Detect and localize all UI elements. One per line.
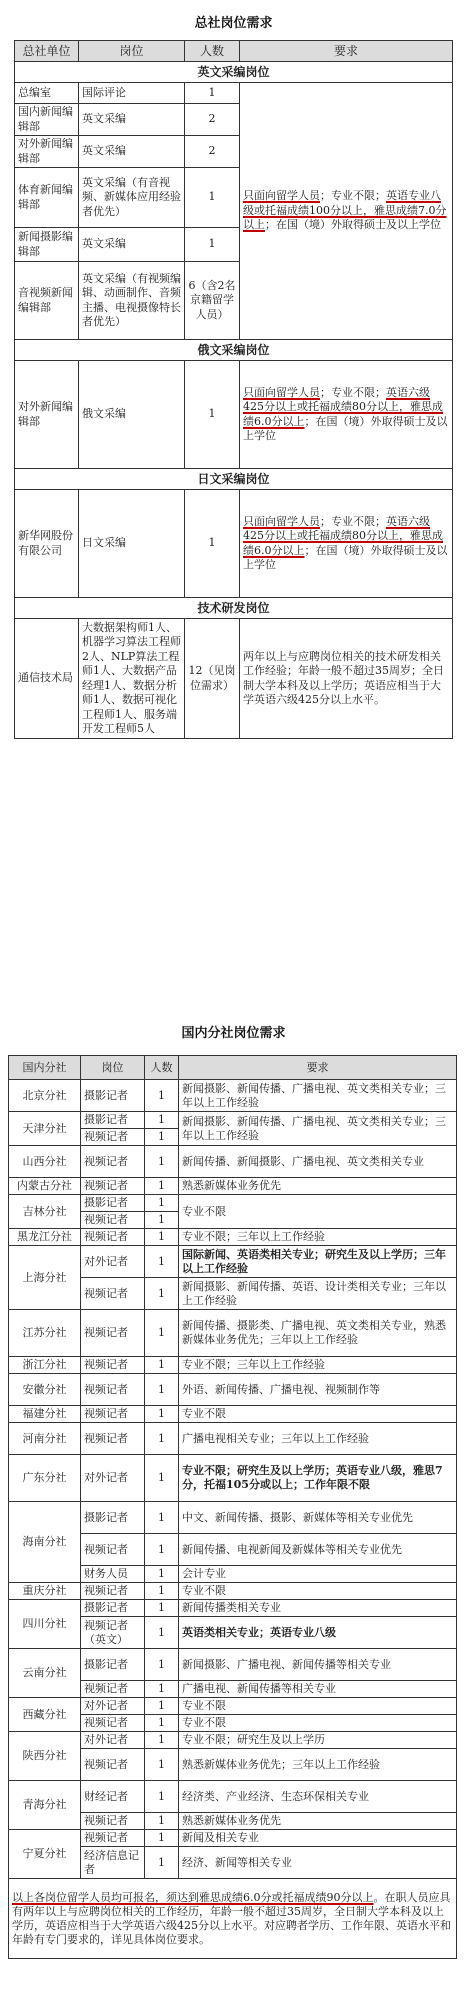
unit-cell: 音视频新闻编辑部: [15, 262, 79, 340]
table-header-row: [9, 1056, 457, 1080]
table-row: [9, 1502, 457, 1534]
post-cell: 视频记者: [81, 1534, 145, 1566]
header-req: 要求: [240, 41, 453, 62]
table-row: [9, 1112, 457, 1129]
header-post: 岗位: [81, 1056, 145, 1080]
section2-title: 国内分社岗位需求: [181, 1026, 286, 1041]
num-cell: 1: [145, 1534, 179, 1566]
post-cell: 对外记者: [81, 1455, 145, 1502]
header-post: 岗位: [79, 41, 185, 62]
req-cell: 英语类相关专业；英语专业八级: [179, 1617, 457, 1649]
group-english: 英文采编岗位: [15, 62, 453, 83]
post-cell: 摄影记者: [81, 1600, 145, 1617]
post-cell: 日文采编: [79, 490, 185, 598]
branch-cell: 吉林分社: [9, 1195, 81, 1229]
branch-cell: 云南分社: [9, 1649, 81, 1698]
table-row: [9, 1732, 457, 1749]
post-cell: 视频记者: [81, 1681, 145, 1698]
table-row: [9, 1229, 457, 1246]
russian-requirement: [240, 361, 453, 469]
num-cell: 1: [145, 1423, 179, 1455]
table-row: [9, 1178, 457, 1195]
req-cell: 专业不限；三年以上工作经验: [179, 1229, 457, 1246]
table-row: [15, 490, 453, 598]
unit-cell: 体育新闻编辑部: [15, 168, 79, 228]
branch-cell: 江苏分社: [9, 1310, 81, 1357]
req-text: ；在国（境）外取得硕士及以上学位: [243, 414, 448, 442]
req-cell: 熟悉新媒体业务优先；三年以上工作经验: [179, 1749, 457, 1781]
num-cell: 1: [145, 1649, 179, 1681]
post-cell: 视频记者: [81, 1749, 145, 1781]
table-row: [9, 1374, 457, 1406]
num-cell: 1: [145, 1830, 179, 1847]
num-cell: 1: [145, 1357, 179, 1374]
post-cell: 国际评论: [79, 83, 185, 104]
group-japanese: 日文采编岗位: [15, 469, 453, 490]
num-cell: 1: [185, 168, 240, 228]
branch-cell: 西藏分社: [9, 1698, 81, 1732]
table-row: [15, 619, 453, 739]
table-row: [9, 1455, 457, 1502]
req-cell: 新闻摄影、新闻传播、英语、设计类相关专业；三年以上工作经验: [179, 1278, 457, 1310]
req-cell: 新闻摄影、广播电视、新闻传播等相关专业: [179, 1649, 457, 1681]
branch-cell: 安徽分社: [9, 1374, 81, 1406]
post-cell: 视频记者: [81, 1129, 145, 1146]
post-cell: 视频记者: [81, 1278, 145, 1310]
num-cell: 1: [145, 1246, 179, 1278]
footnote: [9, 1879, 457, 1959]
table-row: [15, 361, 453, 469]
footnote-text: 。在职人员应具有两年以上与应聘岗位相关的工作经历，年龄一般不超过35周岁，全日制大学本科及以上学历，英语应相当于大学英语六级425分以上水平。对应聘者学历、工作年限、英语水平和年龄有专门要求的，详见具体岗位要求。: [12, 1890, 451, 1946]
num-cell: 2: [185, 136, 240, 168]
group-tech: 技术研发岗位: [15, 598, 453, 619]
english-score-highlight: 英语专业八级或托福成绩100分以上，雅思成绩7.0分以上: [243, 189, 447, 232]
japanese-requirement: [240, 490, 453, 598]
only-overseas-highlight: 只面向留学人员: [243, 189, 320, 203]
post-cell: 摄影记者: [81, 1112, 145, 1129]
req-cell: 新闻摄影、新闻传播、广播电视、英文类相关专业；三年以上工作经验: [179, 1080, 457, 1112]
num-cell: 1: [185, 361, 240, 469]
num-cell: 1: [145, 1617, 179, 1649]
req-cell: 专业不限: [179, 1583, 457, 1600]
post-cell: 对外记者: [81, 1698, 145, 1715]
table-row: [9, 1246, 457, 1278]
post-cell: 摄影记者: [81, 1195, 145, 1212]
num-cell: 1: [145, 1715, 179, 1732]
req-cell: 专业不限: [179, 1406, 457, 1423]
table-row: [9, 1310, 457, 1357]
num-cell: 6（含2名京籍留学人员）: [185, 262, 240, 340]
post-cell: 视频记者: [81, 1715, 145, 1732]
header-req: 要求: [179, 1056, 457, 1080]
num-cell: 1: [145, 1278, 179, 1310]
num-cell: 1: [145, 1080, 179, 1112]
req-cell: 经济类、产业经济、生态环保相关专业: [179, 1781, 457, 1813]
num-cell: 12（见岗位需求）: [185, 619, 240, 739]
post-cell: 摄影记者: [81, 1649, 145, 1681]
post-cell: 英文采编（有视频编辑、动画制作、音频主播、电视摄像特长者优先）: [79, 262, 185, 340]
num-cell: 1: [145, 1112, 179, 1129]
branch-cell: 海南分社: [9, 1502, 81, 1583]
table-row: [9, 1879, 457, 1959]
req-cell: 中文、新闻传播、摄影、新媒体等相关专业优先: [179, 1502, 457, 1534]
english-requirement: [240, 83, 453, 340]
req-cell: 新闻传播类相关专业: [179, 1600, 457, 1617]
table-row: [9, 1146, 457, 1178]
req-text: ；专业不限；: [320, 514, 386, 528]
num-cell: 1: [145, 1406, 179, 1423]
branch-cell: 青海分社: [9, 1781, 81, 1830]
post-cell: 视频记者: [81, 1374, 145, 1406]
unit-cell: 对外新闻编辑部: [15, 361, 79, 469]
post-cell: 财务人员: [81, 1566, 145, 1583]
num-cell: 1: [185, 83, 240, 104]
req-cell: 新闻传播、摄影类、广播电视、英文类相关专业，熟悉新媒体业务优先；三年以上工作经验: [179, 1310, 457, 1357]
num-cell: 1: [145, 1583, 179, 1600]
branch-cell: 北京分社: [9, 1080, 81, 1112]
req-text: ；在国（境）外取得硕士及以上学位: [265, 218, 441, 232]
num-cell: 1: [145, 1600, 179, 1617]
post-cell: 视频记者: [81, 1583, 145, 1600]
table-row: [9, 1406, 457, 1423]
post-cell: 视频记者: [81, 1212, 145, 1229]
table-row: [9, 1195, 457, 1212]
req-cell: 熟悉新媒体业务优先: [179, 1178, 457, 1195]
req-text: ；专业不限；: [320, 385, 386, 399]
table-row: [9, 1781, 457, 1813]
header-branch: 国内分社: [9, 1056, 81, 1080]
num-cell: 1: [145, 1732, 179, 1749]
table-row: [9, 1830, 457, 1847]
num-cell: 1: [145, 1847, 179, 1879]
table-row: [9, 1423, 457, 1455]
branch-cell: 山西分社: [9, 1146, 81, 1178]
table-row: [9, 1698, 457, 1715]
post-cell: 英文采编（有音视频、新媒体应用经验者优先）: [79, 168, 185, 228]
section1-title: 总社岗位需求: [194, 16, 273, 31]
req-cell: 国际新闻、英语类相关专业；研究生及以上学历；三年以上工作经验: [179, 1246, 457, 1278]
post-cell: 经济信息记者: [81, 1847, 145, 1879]
headquarters-table: [14, 40, 453, 739]
num-cell: 1: [145, 1681, 179, 1698]
post-cell: 视频记者: [81, 1406, 145, 1423]
branch-cell: 福建分社: [9, 1406, 81, 1423]
post-cell: 视频记者: [81, 1310, 145, 1357]
post-cell: 英文采编: [79, 136, 185, 168]
num-cell: 1: [145, 1374, 179, 1406]
english-score-highlight: 英语六级425分以上或托福成绩80分以上，雅思成绩6.0分以上: [243, 514, 443, 557]
req-cell: 新闻传播、新闻摄影、广播电视、英文类相关专业: [179, 1146, 457, 1178]
unit-cell: 对外新闻编辑部: [15, 136, 79, 168]
req-cell: 经济、新闻等相关专业: [179, 1847, 457, 1879]
num-cell: 2: [185, 104, 240, 136]
req-cell: 专业不限；研究生及以上学历: [179, 1732, 457, 1749]
header-num: 人数: [145, 1056, 179, 1080]
table-row: [9, 1080, 457, 1112]
branch-cell: 广东分社: [9, 1455, 81, 1502]
num-cell: 1: [145, 1212, 179, 1229]
num-cell: 1: [145, 1813, 179, 1830]
footnote-lead-highlight: 以上各岗位留学人员均可报名，: [12, 1890, 166, 1904]
post-cell: 视频记者: [81, 1813, 145, 1830]
only-overseas-highlight: 只面向留学人员: [243, 385, 320, 399]
unit-cell: 新华网股份有限公司: [15, 490, 79, 598]
branch-cell: 上海分社: [9, 1246, 81, 1310]
num-cell: 1: [145, 1455, 179, 1502]
table-row: [9, 1583, 457, 1600]
branch-cell: 天津分社: [9, 1112, 81, 1146]
post-cell: 视频记者: [81, 1423, 145, 1455]
table-row: [9, 1649, 457, 1681]
num-cell: 1: [145, 1178, 179, 1195]
table-header-row: [15, 41, 453, 62]
table-row: [9, 1600, 457, 1617]
req-cell: 专业不限: [179, 1698, 457, 1715]
req-cell: 专业不限: [179, 1195, 457, 1229]
req-cell: 专业不限；三年以上工作经验: [179, 1357, 457, 1374]
req-cell: 新闻摄影、新闻传播、广播电视、英文类相关专业；三年以上工作经验: [179, 1112, 457, 1146]
group-russian: 俄文采编岗位: [15, 340, 453, 361]
post-cell: 摄影记者: [81, 1080, 145, 1112]
num-cell: 1: [145, 1229, 179, 1246]
table-row: [9, 1357, 457, 1374]
post-cell: 视频记者（英文）: [81, 1617, 145, 1649]
req-cell: 专业不限；研究生及以上学历；英语专业八级，雅思7分，托福105分或以上；工作年限不限: [179, 1455, 457, 1502]
req-cell: 会计专业: [179, 1566, 457, 1583]
unit-cell: 国内新闻编辑部: [15, 104, 79, 136]
unit-cell: 通信技术局: [15, 619, 79, 739]
num-cell: 1: [145, 1195, 179, 1212]
req-text: ；专业不限；: [320, 189, 386, 203]
num-cell: 1: [185, 490, 240, 598]
post-cell: 视频记者: [81, 1229, 145, 1246]
header-num: 人数: [185, 41, 240, 62]
footnote-score-highlight: 须达到雅思成绩6.0分或托福成绩90分以上: [166, 1890, 374, 1904]
branch-cell: 宁夏分社: [9, 1830, 81, 1879]
branch-cell: 河南分社: [9, 1423, 81, 1455]
post-cell: 摄影记者: [81, 1502, 145, 1534]
req-text: ；在国（境）外取得硕士及以上学位: [243, 543, 448, 571]
table-row: [15, 83, 453, 104]
req-cell: 外语、新闻传播、广播电视、视频制作等: [179, 1374, 457, 1406]
unit-cell: 新闻摄影编辑部: [15, 228, 79, 262]
branch-cell: 内蒙古分社: [9, 1178, 81, 1195]
post-cell: 大数据架构师1人、机器学习算法工程师2人、NLP算法工程师1人、大数据产品经理1人、数据分析师1人、数据可视化工程师1人、服务端开发工程师5人: [79, 619, 185, 739]
req-cell: 新闻传播、电视新闻及新媒体等相关专业优先: [179, 1534, 457, 1566]
post-cell: 对外记者: [81, 1732, 145, 1749]
post-cell: 英文采编: [79, 228, 185, 262]
branch-cell: 重庆分社: [9, 1583, 81, 1600]
num-cell: 1: [145, 1698, 179, 1715]
req-cell: 新闻及相关专业: [179, 1830, 457, 1847]
post-cell: 财经记者: [81, 1781, 145, 1813]
post-cell: 英文采编: [79, 104, 185, 136]
post-cell: 俄文采编: [79, 361, 185, 469]
req-cell: 熟悉新媒体业务优先: [179, 1813, 457, 1830]
num-cell: 1: [145, 1749, 179, 1781]
tech-requirement: 两年以上与应聘岗位相关的技术研发相关工作经验；年龄一般不超过35周岁；全日制大学本科及以上学历；英语应相当于大学英语六级425分以上水平。: [240, 619, 453, 739]
post-cell: 视频记者: [81, 1830, 145, 1847]
req-cell: 广播电视、新闻传播等相关专业: [179, 1681, 457, 1698]
req-cell: 广播电视相关专业；三年以上工作经验: [179, 1423, 457, 1455]
english-score-highlight: 英语六级425分以上或托福成绩80分以上，雅思成绩6.0分以上: [243, 385, 443, 428]
num-cell: 1: [145, 1310, 179, 1357]
num-cell: 1: [145, 1146, 179, 1178]
branch-cell: 浙江分社: [9, 1357, 81, 1374]
branch-cell: 陕西分社: [9, 1732, 81, 1781]
post-cell: 对外记者: [81, 1246, 145, 1278]
num-cell: 1: [145, 1129, 179, 1146]
branch-table: [8, 1055, 457, 1959]
only-overseas-highlight: 只面向留学人员: [243, 514, 320, 528]
branch-cell: 黑龙江分社: [9, 1229, 81, 1246]
post-cell: 视频记者: [81, 1146, 145, 1178]
post-cell: 视频记者: [81, 1357, 145, 1374]
num-cell: 1: [145, 1502, 179, 1534]
branch-cell: 四川分社: [9, 1600, 81, 1649]
num-cell: 1: [185, 228, 240, 262]
req-cell: 专业不限: [179, 1715, 457, 1732]
unit-cell: 总编室: [15, 83, 79, 104]
num-cell: 1: [145, 1781, 179, 1813]
post-cell: 视频记者: [81, 1178, 145, 1195]
header-unit: 总社单位: [15, 41, 79, 62]
num-cell: 1: [145, 1566, 179, 1583]
